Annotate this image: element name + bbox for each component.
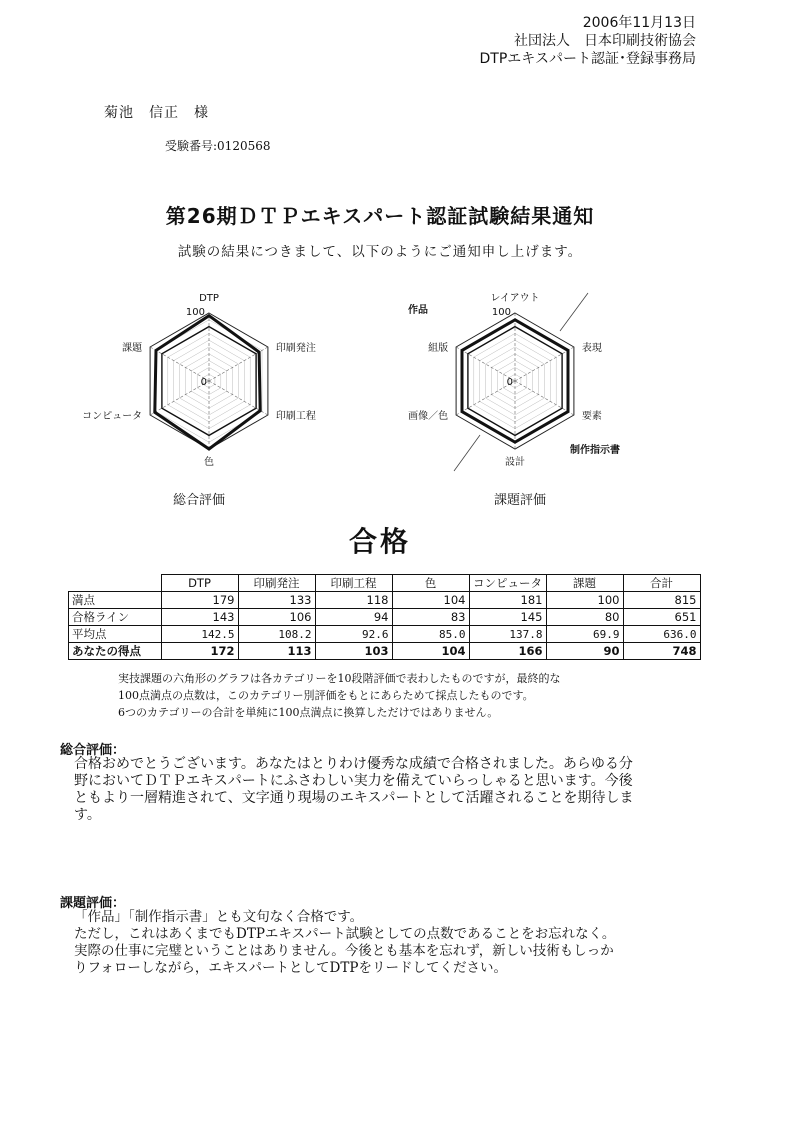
table-row-average bbox=[69, 626, 701, 643]
table-cell: 108.2 bbox=[238, 626, 315, 643]
note-line: 実技課題の六角形のグラフは各カテゴリーを10段階評価で表わしたものですが，最終的な bbox=[118, 672, 561, 685]
task-line: ただし，これはあくまでもDTPエキスパート試験としての点数であることをお忘れなく。 bbox=[74, 926, 616, 942]
radar-axis-label: コンピュータ bbox=[82, 411, 143, 422]
issuer-office: DTPエキスパート認証･登録事務局 bbox=[479, 51, 696, 67]
result-pass: 合格 bbox=[348, 525, 411, 558]
table-cell: 103 bbox=[315, 643, 392, 660]
radar-chart-overall bbox=[82, 293, 316, 468]
task-line: りフォローしながら，エキスパートとしてDTPをリードしてください。 bbox=[74, 960, 507, 976]
recipient-name: 菊池 信正 様 bbox=[104, 105, 209, 121]
radar-axis-label: 課題 bbox=[122, 343, 143, 354]
table-cell: 142.5 bbox=[161, 626, 238, 643]
table-cell: 69.9 bbox=[546, 626, 623, 643]
scoring-note bbox=[118, 670, 561, 721]
radar-scale-min-label: 0 bbox=[200, 377, 207, 388]
table-cell: 104 bbox=[392, 592, 469, 609]
row-label: 平均点 bbox=[69, 626, 162, 643]
radar-axis-label: 表現 bbox=[581, 343, 602, 354]
chart-caption-overall: 総合評価 bbox=[173, 493, 226, 508]
table-cell: 636.0 bbox=[623, 626, 700, 643]
page-title: 第26期ＤＴＰエキスパート認証試験結果通知 bbox=[165, 204, 595, 228]
radar-scale-max-label: 100 bbox=[185, 307, 205, 318]
table-cell: 100 bbox=[546, 592, 623, 609]
table-cell: 748 bbox=[623, 643, 700, 660]
table-cell: 172 bbox=[161, 643, 238, 660]
table-cell: 85.0 bbox=[392, 626, 469, 643]
radar-charts bbox=[60, 285, 700, 485]
overall-evaluation-heading: 総合評価： bbox=[60, 743, 126, 758]
table-cell: 106 bbox=[238, 609, 315, 626]
radar-section-divider bbox=[454, 435, 480, 471]
column-header: 課題 bbox=[546, 575, 623, 592]
radar-axis-label: 画像／色 bbox=[408, 411, 449, 422]
radar-axis-label: 要素 bbox=[581, 411, 602, 422]
table-corner bbox=[69, 575, 162, 592]
table-cell: 92.6 bbox=[315, 626, 392, 643]
column-header: コンピュータ bbox=[469, 575, 546, 592]
score-table bbox=[68, 574, 701, 660]
note-line: 100点満点の点数は，このカテゴリー別評価をもとにあらためて採点したものです。 bbox=[118, 689, 534, 702]
overall-line: ともより一層精進されて、文字通り現場のエキスパートとして活躍されることを期待しま bbox=[74, 790, 634, 806]
table-cell: 651 bbox=[623, 609, 700, 626]
page-subtitle: 試験の結果につきまして、以下のようにご通知申し上げます。 bbox=[177, 244, 583, 260]
issuer-organization: 社団法人 日本印刷技術協会 bbox=[514, 33, 696, 49]
table-row-max bbox=[69, 592, 701, 609]
task-line: 「作品」「制作指示書」とも文句なく合格です。 bbox=[74, 909, 364, 925]
radar-chart-task bbox=[408, 292, 620, 471]
task-evaluation-heading: 課題評価： bbox=[60, 896, 126, 911]
table-cell: 118 bbox=[315, 592, 392, 609]
issue-date: 2006年11月13日 bbox=[582, 15, 696, 31]
radar-axis-label: 印刷工程 bbox=[275, 411, 316, 422]
radar-axis-label: 設計 bbox=[505, 457, 525, 468]
table-row-pass-line bbox=[69, 609, 701, 626]
table-cell: 181 bbox=[469, 592, 546, 609]
table-cell: 143 bbox=[161, 609, 238, 626]
table-cell: 137.8 bbox=[469, 626, 546, 643]
overall-line: 野においてＤＴＰエキスパートにふさわしい実力を備えていらっしゃると思います。今後 bbox=[74, 773, 633, 789]
table-cell: 94 bbox=[315, 609, 392, 626]
table-cell: 83 bbox=[392, 609, 469, 626]
radar-axis-label: 印刷発注 bbox=[275, 343, 316, 354]
exam-number: 受験番号:0120568 bbox=[165, 139, 271, 153]
radar-section-label: 制作指示書 bbox=[570, 445, 620, 456]
table-cell: 113 bbox=[238, 643, 315, 660]
row-label: あなたの得点 bbox=[69, 643, 162, 660]
row-label: 満点 bbox=[69, 592, 162, 609]
score-table-header bbox=[69, 575, 701, 592]
radar-axis-label: 色 bbox=[204, 457, 214, 468]
radar-axis-label: DTP bbox=[199, 293, 219, 304]
column-header: DTP bbox=[161, 575, 238, 592]
radar-axis-label: レイアウト bbox=[490, 293, 540, 304]
table-cell: 815 bbox=[623, 592, 700, 609]
column-header: 印刷発注 bbox=[238, 575, 315, 592]
chart-caption-task: 課題評価 bbox=[494, 493, 547, 508]
table-row-your-score bbox=[69, 643, 701, 660]
radar-scale-max-label: 100 bbox=[491, 307, 511, 318]
table-cell: 104 bbox=[392, 643, 469, 660]
radar-scale-min-label: 0 bbox=[506, 377, 513, 388]
overall-line: 合格おめでとうございます。あなたはとりわけ優秀な成績で合格されました。あらゆる分 bbox=[74, 756, 633, 772]
overall-line: す。 bbox=[74, 807, 101, 823]
column-header: 合計 bbox=[623, 575, 700, 592]
task-line: 実際の仕事に完璧ということはありません。今後とも基本を忘れず，新しい技術もしっか bbox=[74, 943, 614, 959]
radar-section-label: 作品 bbox=[408, 305, 428, 316]
task-evaluation-body bbox=[74, 909, 714, 977]
row-label: 合格ライン bbox=[69, 609, 162, 626]
table-cell: 145 bbox=[469, 609, 546, 626]
note-line: 6つのカテゴリーの合計を単純に100点満点に換算しただけではありません。 bbox=[118, 706, 499, 719]
table-cell: 166 bbox=[469, 643, 546, 660]
column-header: 印刷工程 bbox=[315, 575, 392, 592]
table-cell: 90 bbox=[546, 643, 623, 660]
radar-axis-label: 組版 bbox=[428, 343, 449, 354]
table-cell: 80 bbox=[546, 609, 623, 626]
radar-section-divider bbox=[560, 293, 588, 331]
overall-evaluation-body bbox=[74, 756, 714, 824]
column-header: 色 bbox=[392, 575, 469, 592]
table-cell: 133 bbox=[238, 592, 315, 609]
table-cell: 179 bbox=[161, 592, 238, 609]
